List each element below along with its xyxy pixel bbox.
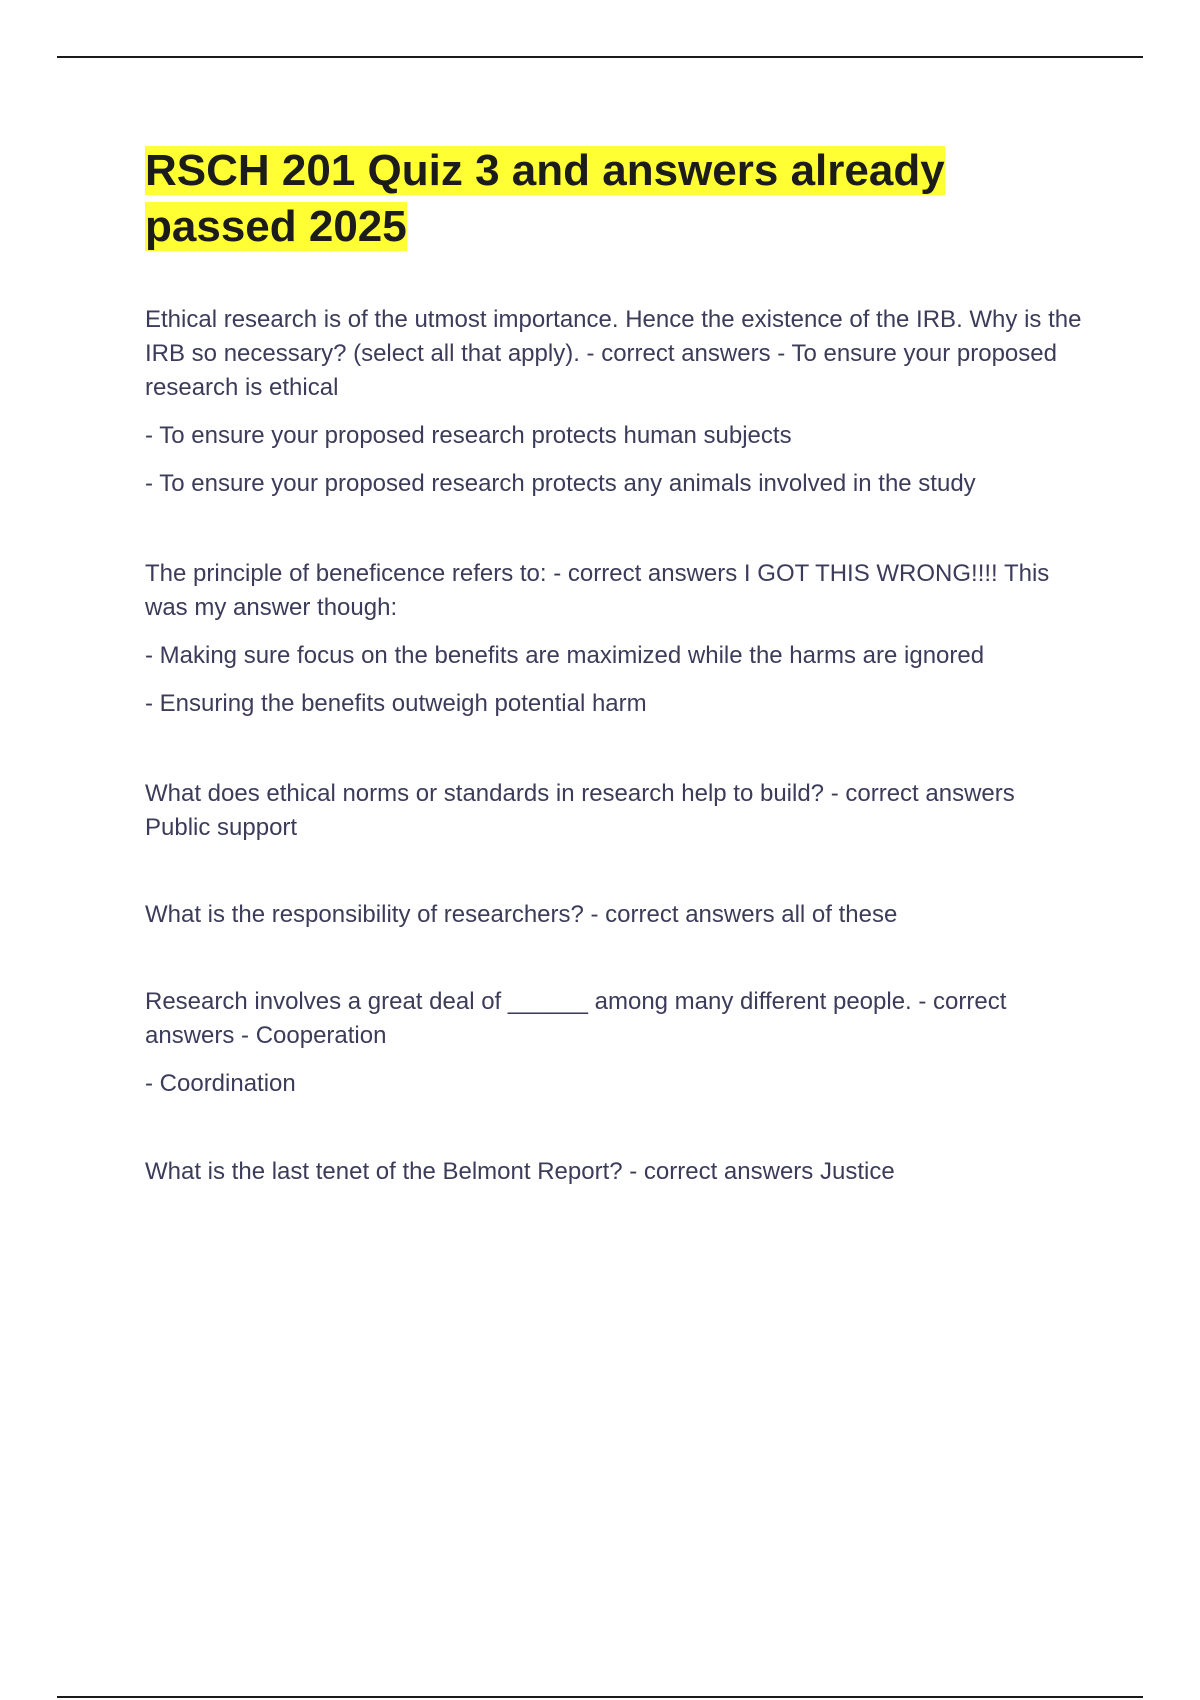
answer-line: - To ensure your proposed research protects human subjects [145,422,792,449]
question-text: Research involves a great deal of ______ among many different people. - correct answers - Cooperation [145,988,1007,1049]
question-text: What is the responsibility of researchers? - correct answers all of these [145,901,898,928]
highlighted-title-text: RSCH 201 Quiz 3 and answers already passed 2025 [145,146,945,251]
qa-item-3 [145,777,1085,845]
answer-line: - Coordination [145,1070,296,1097]
answer-line: - Ensuring the benefits outweigh potential harm [145,690,647,717]
document-body [145,143,1085,1203]
question-text: Ethical research is of the utmost importance. Hence the existence of the IRB. Why is the IRB so necessary? (select all that apply). - correct answers - To ensure your proposed research is ethical [145,306,1082,401]
top-rule [57,56,1143,58]
bottom-rule [57,1696,1143,1698]
question-text: The principle of beneficence refers to: - correct answers I GOT THIS WRONG!!!! This was my answer though: [145,560,1050,621]
qa-item-1 [145,303,1085,501]
document-title [145,143,1085,255]
question-text: What is the last tenet of the Belmont Report? - correct answers Justice [145,1158,895,1185]
question-text: What does ethical norms or standards in research help to build? - correct answers Public support [145,780,1015,841]
qa-item-4 [145,898,1085,932]
qa-item-2 [145,557,1085,721]
answer-line: - To ensure your proposed research protects any animals involved in the study [145,470,976,497]
qa-item-6 [145,1155,1085,1189]
answer-line: - Making sure focus on the benefits are maximized while the harms are ignored [145,642,985,669]
qa-item-5 [145,985,1085,1101]
